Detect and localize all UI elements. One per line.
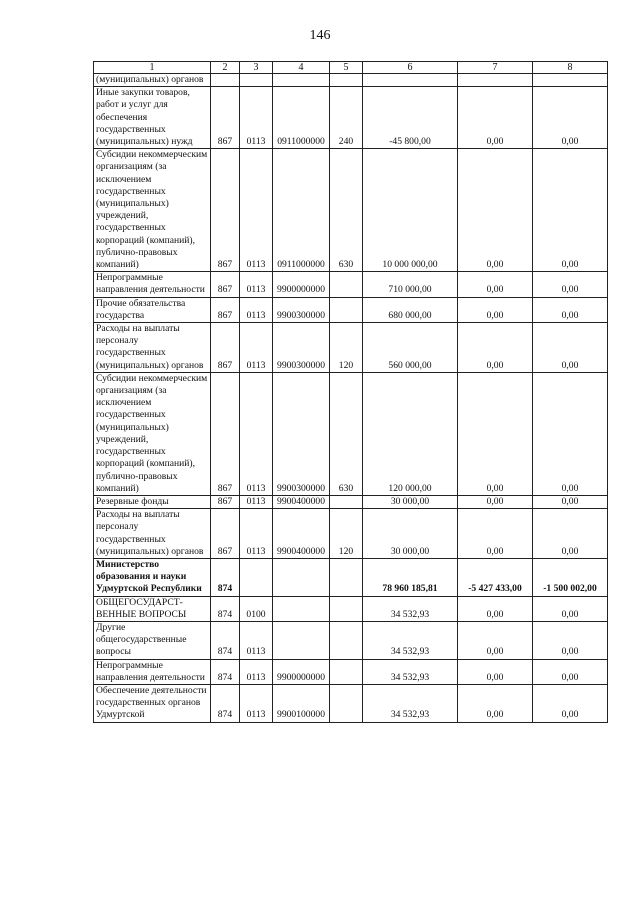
- amount-col6: 34 532,93: [363, 596, 458, 621]
- item-name: Расходы на выплаты персоналу государственных (муниципальных) органов: [94, 323, 211, 373]
- admin-code: 867: [211, 272, 240, 297]
- amount-col8: 0,00: [533, 621, 608, 659]
- section-code: 0100: [240, 596, 273, 621]
- amount-col8: 0,00: [533, 495, 608, 508]
- amount-col7: 0,00: [458, 87, 533, 149]
- section-code: 0113: [240, 659, 273, 684]
- item-name: Министерство образования и науки Удмуртской Республики: [94, 558, 211, 596]
- item-name: ОБЩЕГОСУДАРСТ-ВЕННЫЕ ВОПРОСЫ: [94, 596, 211, 621]
- header-cell: 8: [533, 62, 608, 74]
- amount-col8: 0,00: [533, 149, 608, 272]
- amount-col7: 0,00: [458, 149, 533, 272]
- header-cell: 2: [211, 62, 240, 74]
- amount-col6: -45 800,00: [363, 87, 458, 149]
- amount-col7: 0,00: [458, 272, 533, 297]
- admin-code: 867: [211, 509, 240, 559]
- amount-col7: 0,00: [458, 596, 533, 621]
- amount-col7: 0,00: [458, 621, 533, 659]
- table-row: [94, 372, 608, 495]
- item-name: Иные закупки товаров, работ и услуг для обеспечения государственных (муниципальных) нужд: [94, 87, 211, 149]
- admin-code: 867: [211, 149, 240, 272]
- admin-code: 867: [211, 323, 240, 373]
- amount-col8: 0,00: [533, 323, 608, 373]
- admin-code: 874: [211, 659, 240, 684]
- section-code: [240, 74, 273, 87]
- amount-col6: 10 000 000,00: [363, 149, 458, 272]
- page-number: 146: [309, 28, 331, 43]
- section-code: 0113: [240, 372, 273, 495]
- expense-type: 240: [330, 87, 363, 149]
- amount-col6: 34 532,93: [363, 684, 458, 722]
- amount-col8: 0,00: [533, 87, 608, 149]
- expense-type: 120: [330, 509, 363, 559]
- item-name: Обеспечение деятельности государственных органов Удмуртской: [94, 684, 211, 722]
- target-code: 9900000000: [273, 272, 330, 297]
- section-code: 0113: [240, 621, 273, 659]
- amount-col7: 0,00: [458, 495, 533, 508]
- expense-type: 630: [330, 372, 363, 495]
- section-code: 0113: [240, 87, 273, 149]
- amount-col8: 0,00: [533, 272, 608, 297]
- table-row: [94, 74, 608, 87]
- amount-col7: 0,00: [458, 297, 533, 322]
- amount-col6: 710 000,00: [363, 272, 458, 297]
- expense-type: [330, 659, 363, 684]
- target-code: [273, 74, 330, 87]
- item-name: Субсидии некоммерческим организациям (за исключением государственных (муниципальных) учреждений, государственных корпораций (компаний), публично-правовых компаний): [94, 149, 211, 272]
- section-code: 0113: [240, 297, 273, 322]
- target-code: 9900400000: [273, 495, 330, 508]
- amount-col8: 0,00: [533, 509, 608, 559]
- amount-col6: [363, 74, 458, 87]
- table-row: [94, 297, 608, 322]
- amount-col8: -1 500 002,00: [533, 558, 608, 596]
- target-code: [273, 596, 330, 621]
- target-code: 9900400000: [273, 509, 330, 559]
- table-row: [94, 684, 608, 722]
- target-code: 9900300000: [273, 323, 330, 373]
- table-row: [94, 323, 608, 373]
- amount-col6: 78 960 185,81: [363, 558, 458, 596]
- expense-type: [330, 74, 363, 87]
- expense-type: 120: [330, 323, 363, 373]
- item-name: Резервные фонды: [94, 495, 211, 508]
- table-row: [94, 272, 608, 297]
- header-cell: 4: [273, 62, 330, 74]
- expense-type: [330, 495, 363, 508]
- amount-col6: 34 532,93: [363, 621, 458, 659]
- target-code: 0911000000: [273, 149, 330, 272]
- expense-type: [330, 272, 363, 297]
- section-code: 0113: [240, 495, 273, 508]
- amount-col8: [533, 74, 608, 87]
- expense-type: 630: [330, 149, 363, 272]
- amount-col7: 0,00: [458, 323, 533, 373]
- target-code: 9900300000: [273, 297, 330, 322]
- amount-col8: 0,00: [533, 684, 608, 722]
- section-code: [240, 558, 273, 596]
- target-code: [273, 558, 330, 596]
- expense-type: [330, 621, 363, 659]
- header-cell: 3: [240, 62, 273, 74]
- item-name: Непрограммные направления деятельности: [94, 272, 211, 297]
- amount-col6: 680 000,00: [363, 297, 458, 322]
- table-row: [94, 621, 608, 659]
- item-name: Прочие обязательства государства: [94, 297, 211, 322]
- admin-code: 867: [211, 495, 240, 508]
- admin-code: 874: [211, 621, 240, 659]
- table-row: [94, 659, 608, 684]
- admin-code: 867: [211, 87, 240, 149]
- amount-col8: 0,00: [533, 659, 608, 684]
- section-code: 0113: [240, 149, 273, 272]
- expense-type: [330, 596, 363, 621]
- header-cell: 7: [458, 62, 533, 74]
- admin-code: 874: [211, 596, 240, 621]
- amount-col8: 0,00: [533, 297, 608, 322]
- target-code: 0911000000: [273, 87, 330, 149]
- admin-code: 874: [211, 684, 240, 722]
- target-code: 9900100000: [273, 684, 330, 722]
- budget-table: [93, 61, 608, 723]
- table-row: [94, 596, 608, 621]
- table-body: [94, 74, 608, 723]
- item-name: Непрограммные направления деятельности: [94, 659, 211, 684]
- amount-col7: 0,00: [458, 659, 533, 684]
- table-row: [94, 495, 608, 508]
- target-code: 9900000000: [273, 659, 330, 684]
- amount-col6: 30 000,00: [363, 495, 458, 508]
- table-row: [94, 509, 608, 559]
- item-name: Расходы на выплаты персоналу государственных (муниципальных) органов: [94, 509, 211, 559]
- header-cell: 5: [330, 62, 363, 74]
- header-row: [94, 62, 608, 74]
- section-code: 0113: [240, 323, 273, 373]
- header-cell: 6: [363, 62, 458, 74]
- item-name: (муниципальных) органов: [94, 74, 211, 87]
- amount-col7: -5 427 433,00: [458, 558, 533, 596]
- amount-col8: 0,00: [533, 372, 608, 495]
- section-code: 0113: [240, 509, 273, 559]
- item-name: Другие общегосударственные вопросы: [94, 621, 211, 659]
- expense-type: [330, 297, 363, 322]
- header-cell: 1: [94, 62, 211, 74]
- amount-col8: 0,00: [533, 596, 608, 621]
- admin-code: [211, 74, 240, 87]
- amount-col6: 34 532,93: [363, 659, 458, 684]
- table-row: [94, 558, 608, 596]
- expense-type: [330, 558, 363, 596]
- admin-code: 867: [211, 297, 240, 322]
- amount-col6: 120 000,00: [363, 372, 458, 495]
- amount-col7: 0,00: [458, 509, 533, 559]
- admin-code: 867: [211, 372, 240, 495]
- amount-col7: [458, 74, 533, 87]
- amount-col7: 0,00: [458, 684, 533, 722]
- item-name: Субсидии некоммерческим организациям (за исключением государственных (муниципальных) учреждений, государственных корпораций (компаний), публично-правовых компаний): [94, 372, 211, 495]
- amount-col6: 30 000,00: [363, 509, 458, 559]
- table-row: [94, 87, 608, 149]
- admin-code: 874: [211, 558, 240, 596]
- table-row: [94, 149, 608, 272]
- target-code: 9900300000: [273, 372, 330, 495]
- section-code: 0113: [240, 684, 273, 722]
- expense-type: [330, 684, 363, 722]
- amount-col6: 560 000,00: [363, 323, 458, 373]
- amount-col7: 0,00: [458, 372, 533, 495]
- section-code: 0113: [240, 272, 273, 297]
- target-code: [273, 621, 330, 659]
